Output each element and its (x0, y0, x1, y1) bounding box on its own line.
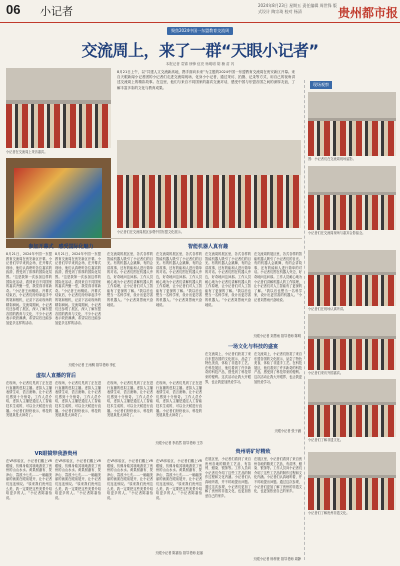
photo-group (117, 140, 301, 228)
section-heading: 虚拟人直播的背后 (35, 373, 76, 379)
section-body: 在现场，小记者们见到了正在进行直播的虚拟主播。虚拟人主播表情生动、语言流畅，让小记者们感到十分惊奇。工作人员介绍，虚拟人主播是通过人工智能技术生成的，可以全天候进行直播。小记者们纷纷表示，科技的发展真是太神奇了。 (6, 381, 52, 418)
section-body-cont: 在交流周的展区里，各式各样的智能机器人吸引了小记者们的目光。有的机器人会跳舞，有的会讲故事，还有的能和人进行简单的对话。小记者们围在机器人旁边，好奇地问这问那。工作人员耐心地为小记者们讲解机器人的工作原理，让小记者们对人工智能有了更深的了解。“我以后也想当一名科学家，设计出更厉害的机器人。”小记者刘思雨兴奋地说。 (254, 252, 302, 302)
photo-right-2 (308, 166, 396, 230)
photo-right-6 (308, 452, 396, 510)
section-body-cont: 在现场，小记者们见到了正在进行直播的虚拟主播。虚拟人主播表情生动、语言流畅，让小记者们感到十分惊奇。工作人员介绍，虚拟人主播是通过人工智能技术生成的，可以全天候进行直播。小记者们纷纷表示，科技的发展真是太神奇了。 (107, 381, 153, 418)
section-heading: 一场文化与科技的盛宴 (227, 344, 278, 350)
article-byline: 本报记者 袁锦 徐锋 伍亮 杨明明 胡 楠 苗 芮 (165, 62, 235, 66)
section-body-cont: 在VR体验区，小记者们戴上VR眼镜，仿佛身临其境地游览了贵州的山山水水。黄果树瀑布、梵净山、荔波小七孔……一幅幅美丽的画面在眼前展开，让小记者们连连惊叹。“原来我们贵州这么美，我一定要把这些美景介绍给更多的人。”小记者陈嘉怡说。 (55, 459, 101, 500)
photo-caption: 小记者们了解非遗文化。 (308, 438, 344, 442)
section-body: 在交流周上，小记者们欣赏了来自东盟各国的文化展示，品尝了特色美食，体验了非遗手工艺。在科技展区，他们看到了许多新奇的科技产品，感受到了科技带来的便利。这次活动让我大开眼界，也让我更加热爱学习。 (205, 352, 251, 384)
photo-right-3 (308, 250, 396, 306)
section-heading: 参加开幕式 感受国际化魅力 (28, 244, 94, 250)
photo-right-5 (308, 379, 396, 437)
article-tag: 聚焦2024中国一东盟教育交流周 (167, 27, 233, 35)
section-signature: 天眼小记者 陈嘉怡 指导老师 赵丽 (155, 551, 203, 555)
photo-right-4 (308, 314, 396, 370)
section-body: 在交流周的展区里，各式各样的智能机器人吸引了小记者们的目光。有的机器人会跳舞，有的会讲故事，还有的能和人进行简单的对话。小记者们围在机器人旁边，好奇地问这问那。工作人员耐心地为小记者们讲解机器人的工作原理，让小记者们对人工智能有了更深的了解。“我以后也想当一名科学家，设计出更厉害的机器人。”小记者刘思雨兴奋地说。 (107, 252, 153, 307)
section-body: 在VR体验区，小记者们戴上VR眼镜，仿佛身临其境地游览了贵州的山山水水。黄果树瀑布、梵净山、荔波小七孔……一幅幅美丽的画面在眼前展开，让小记者们连连惊叹。“原来我们贵州这么美，我一定要把这些美景介绍给更多的人。”小记者陈嘉怡说。 (6, 459, 52, 500)
section-heading: 智能机器人真有趣 (187, 244, 228, 250)
page-number: 06 (6, 2, 21, 17)
section-body-cont: 在交流周的展区里，各式各样的智能机器人吸引了小记者们的目光。有的机器人会跳舞，有的会讲故事，还有的能和人进行简单的对话。小记者们围在机器人旁边，好奇地问这问那。工作人员耐心地为小记者们讲解机器人的工作原理，让小记者们对人工智能有了更深的了解。“我以后也想当一名科学家，设计出更厉害的机器人。”小记者刘思雨兴奋地说。 (205, 252, 251, 307)
photo-reporters-interview (6, 68, 111, 148)
section-body-cont: 8月21日，2024年中国一东盟教育交流周在贵安新区开幕。小记者们早早来到会场，在开幕式现场，他们认真聆听各位嘉宾的致辞，感受到了浓厚的国际化氛围。“这是我第一次参加这样的国际化活动，看到来自不同国家的嘉宾齐聚一堂，我觉得非常新奇。”小记者王雨桐说。开幕式结束后，小记者们纷纷拿起手中的笔和相机，记录下活动现场的精彩瞬间。交流周期间，小记者们还参观了展区，深入了解东盟各国的教育与文化，不少小记者表示收获满满，希望以后还能参加更多这样的活动。 (55, 252, 101, 325)
section-signature: 天眼小记者 刘思雨 指导老师 陈明 (253, 334, 301, 338)
section-body-cont: 在现场，小记者们见到了正在进行直播的虚拟主播。虚拟人主播表情生动、语言流畅，让小记者们感到十分惊奇。工作人员介绍，虚拟人主播是通过人工智能技术生成的，可以全天候进行直播。小记者们纷纷表示，科技的发展真是太神奇了。 (55, 381, 101, 418)
photo-caption: 小记者们了解贵州非遗文化。 (308, 511, 350, 515)
section-title: 小记者 (40, 5, 73, 18)
section-body-cont: 在展区里，小记者们看到了来自贵州各地的精美工艺品，有苗绣、蜡染、银饰等。工作人员向小记者们介绍了这些工艺品的制作过程和文化内涵。小记者们认真地听着，并不时地提出问题。通过这次参观，小记者们更加了解了贵州的非遗文化，也更加热爱自己的家乡。 (254, 457, 302, 494)
section-body: 8月21日，2024年中国一东盟教育交流周在贵安新区开幕。小记者们早早来到会场，在开幕式现场，他们认真聆听各位嘉宾的致辞，感受到了浓厚的国际化氛围。“这是我第一次参加这样的国际化活动，看到来自不同国家的嘉宾齐聚一堂，我觉得非常新奇。”小记者王雨桐说。开幕式结束后，小记者们纷纷拿起手中的笔和相机，记录下活动现场的精彩瞬间。交流周期间，小记者们还参观了展区，深入了解东盟各国的教育与文化，不少小记者表示收获满满，希望以后还能参加更多这样的活动。 (6, 252, 52, 325)
article-lead: 8月21日上午，以“共建人文交流新高地，携手面向未来”为主题的2024中国一东盟教育交流周在贵安新区开幕。来自天眼新闻小记者团的小记者们走进交流周现场，化身小小记者，通过采访、拍摄、记录等方式，用自己的视角讲述交流周上的精彩故事。在这里，他们与来自不同国家的嘉宾交流对话，感受中国与东盟各国之间的深厚友谊，了解丰富多彩的文化与教育成果。 (117, 70, 295, 90)
section-signature: 天眼小记者 杨梓萱 指导老师 周静 (253, 557, 301, 561)
date-line: 2024年8月23日 星期五 责任编辑 周世锋 版式设计 陶宗琦 校对 杨清 (258, 3, 337, 14)
section-heading: VR眼镜带我游贵州 (34, 451, 78, 457)
photo-caption: 图：小记者们在交流周现场留影。 (308, 157, 356, 161)
photo-right-1 (308, 92, 396, 156)
section-body: 在展区里，小记者们看到了来自贵州各地的精美工艺品，有苗绣、蜡染、银饰等。工作人员向小记者们介绍了这些工艺品的制作过程和文化内涵。小记者们认真地听着，并不时地提出问题。通过这次参观，小记者们更加了解了贵州的非遗文化，也更加热爱自己的家乡。 (205, 457, 251, 498)
column-divider (304, 80, 305, 560)
section-body-cont: 在VR体验区，小记者们戴上VR眼镜，仿佛身临其境地游览了贵州的山山水水。黄果树瀑布、梵净山、荔波小七孔……一幅幅美丽的画面在眼前展开，让小记者们连连惊叹。“原来我们贵州这么美，我一定要把这些美景介绍给更多的人。”小记者陈嘉怡说。 (156, 459, 202, 500)
newspaper-logo: 贵州都市报 (338, 6, 399, 20)
photo-exhibition-artwork (6, 158, 111, 248)
section-signature: 天眼小记者 李浩然 指导老师 王芳 (155, 441, 203, 445)
divider (6, 238, 302, 239)
photo-caption: 小记者们采访外国嘉宾。 (308, 371, 344, 375)
article-headline: 交流周上，来了一群“天眼小记者” (81, 41, 319, 60)
page-header (0, 0, 400, 23)
section-body-cont: 在交流周上，小记者们欣赏了来自东盟各国的文化展示，品尝了特色美食，体验了非遗手工艺。在科技展区，他们看到了许多新奇的科技产品，感受到了科技带来的便利。这次活动让我大开眼界，也让我更加热爱学习。 (254, 352, 302, 384)
section-badge: 现场观察 (310, 81, 332, 89)
photo-caption: 小记者在交流周上采访嘉宾。 (6, 150, 48, 154)
section-heading: 贵州明矿好精致 (235, 449, 271, 455)
section-signature: 天眼小记者 王雨桐 指导老师 李红 (68, 363, 116, 367)
section-body-cont: 在VR体验区，小记者们戴上VR眼镜，仿佛身临其境地游览了贵州的山山水水。黄果树瀑布、梵净山、荔波小七孔……一幅幅美丽的画面在眼前展开，让小记者们连连惊叹。“原来我们贵州这么美，我一定要把这些美景介绍给更多的人。”小记者陈嘉怡说。 (107, 459, 153, 500)
photo-caption: 小记者们在交流周现场与嘉宾合影留念。 (308, 231, 366, 235)
photo-caption: 小记者们在现场认真听讲。 (308, 307, 347, 311)
section-body-cont: 在现场，小记者们见到了正在进行直播的虚拟主播。虚拟人主播表情生动、语言流畅，让小记者们感到十分惊奇。工作人员介绍，虚拟人主播是通过人工智能技术生成的，可以全天候进行直播。小记者们纷纷表示，科技的发展真是太神奇了。 (156, 381, 202, 418)
photo-caption: 小记者们在交流周展区参观中国东盟文化展示。 (117, 230, 184, 234)
section-signature: 天眼小记者 张子涵 (274, 429, 301, 433)
section-body-cont: 在交流周的展区里，各式各样的智能机器人吸引了小记者们的目光。有的机器人会跳舞，有的会讲故事，还有的能和人进行简单的对话。小记者们围在机器人旁边，好奇地问这问那。工作人员耐心地为小记者们讲解机器人的工作原理，让小记者们对人工智能有了更深的了解。“我以后也想当一名科学家，设计出更厉害的机器人。”小记者刘思雨兴奋地说。 (156, 252, 202, 307)
